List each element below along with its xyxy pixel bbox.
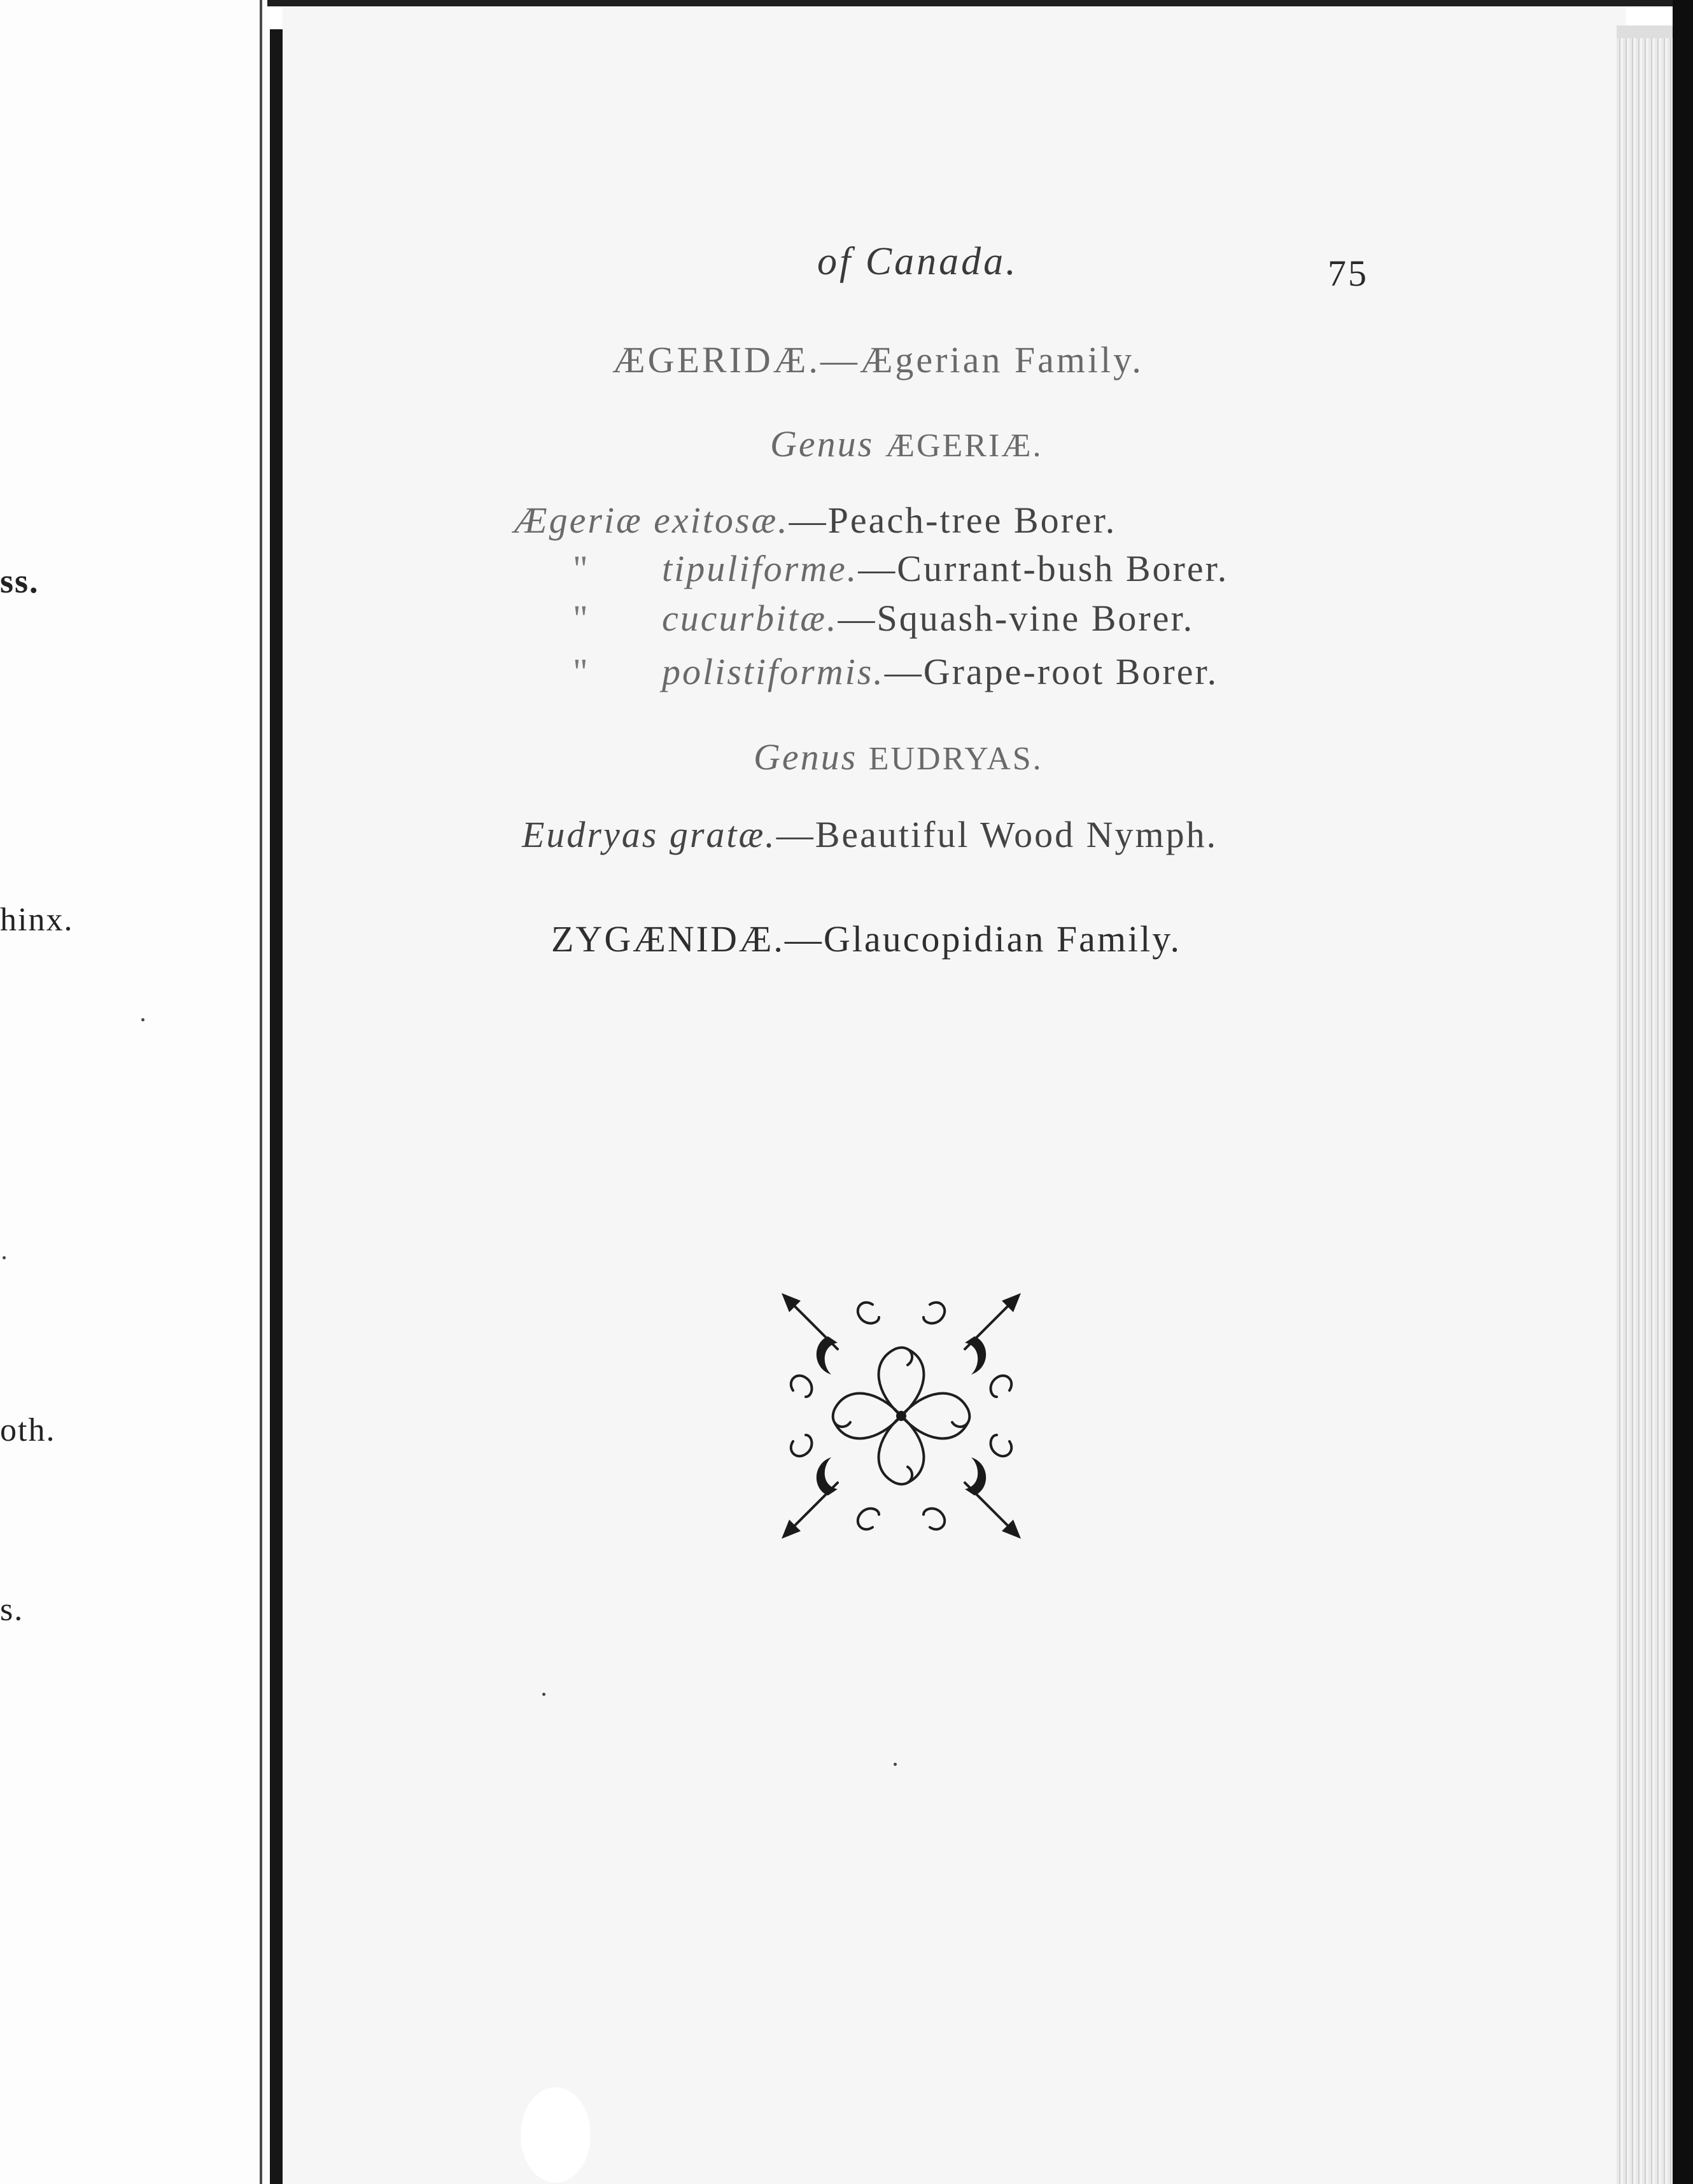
species-latin-name: Eudryas gratæ. bbox=[522, 814, 776, 855]
genus-name: EUDRYAS. bbox=[868, 741, 1043, 777]
species-common-name: —Grape-root Borer. bbox=[884, 651, 1219, 692]
genus-name: ÆGERIÆ. bbox=[885, 428, 1043, 464]
species-common-name: —Squash-vine Borer. bbox=[838, 598, 1195, 639]
genus-label: Genus bbox=[770, 423, 875, 465]
left-fragment-4: s. bbox=[0, 1592, 24, 1628]
species-row bbox=[522, 813, 1218, 856]
ditto-mark: " bbox=[573, 651, 590, 692]
page-number: 75 bbox=[1328, 253, 1368, 294]
species-row bbox=[573, 597, 1194, 640]
genus-heading-eudryas bbox=[754, 736, 1043, 778]
left-fragment-3: oth. bbox=[0, 1412, 56, 1448]
speck bbox=[3, 1256, 6, 1259]
speck bbox=[141, 1018, 144, 1021]
species-latin-name: tipuliforme. bbox=[662, 548, 859, 589]
scan-smudge bbox=[521, 2087, 591, 2183]
family-heading-aegeridae: ÆGERIDÆ.—Ægerian Family. bbox=[612, 339, 1144, 381]
speck bbox=[542, 1693, 545, 1696]
speck bbox=[894, 1763, 897, 1766]
species-row bbox=[514, 499, 1116, 542]
page-edge-top bbox=[1617, 25, 1674, 38]
page-edge-stack bbox=[1617, 25, 1674, 2184]
book-gutter-shadow bbox=[270, 29, 283, 2184]
species-row bbox=[573, 547, 1228, 590]
species-latin-name: Ægeriæ exitosæ. bbox=[514, 500, 789, 541]
running-head: of Canada. bbox=[817, 240, 1018, 283]
species-row bbox=[573, 650, 1218, 693]
scan-right-border bbox=[1673, 0, 1693, 2184]
genus-label: Genus bbox=[754, 736, 858, 778]
species-latin-name: polistiformis. bbox=[662, 651, 885, 692]
previous-page-fragment bbox=[0, 0, 267, 2184]
decorative-fleuron-icon bbox=[768, 1279, 1035, 1553]
species-common-name: —Beautiful Wood Nymph. bbox=[776, 814, 1218, 855]
species-common-name: —Peach-tree Borer. bbox=[789, 500, 1117, 541]
species-common-name: —Currant-bush Borer. bbox=[858, 548, 1229, 589]
left-fragment-2: hinx. bbox=[0, 902, 74, 938]
ditto-mark: " bbox=[573, 548, 590, 589]
left-fragment-1: ss. bbox=[0, 562, 39, 600]
page-edge-line bbox=[260, 0, 262, 2184]
species-latin-name: cucurbitæ. bbox=[662, 598, 838, 639]
genus-heading-aegeriae bbox=[770, 423, 1043, 465]
ditto-mark: " bbox=[573, 598, 590, 639]
family-heading-zygaenidae: ZYGÆNIDÆ.—Glaucopidian Family. bbox=[551, 918, 1181, 960]
book-page bbox=[283, 6, 1626, 2184]
